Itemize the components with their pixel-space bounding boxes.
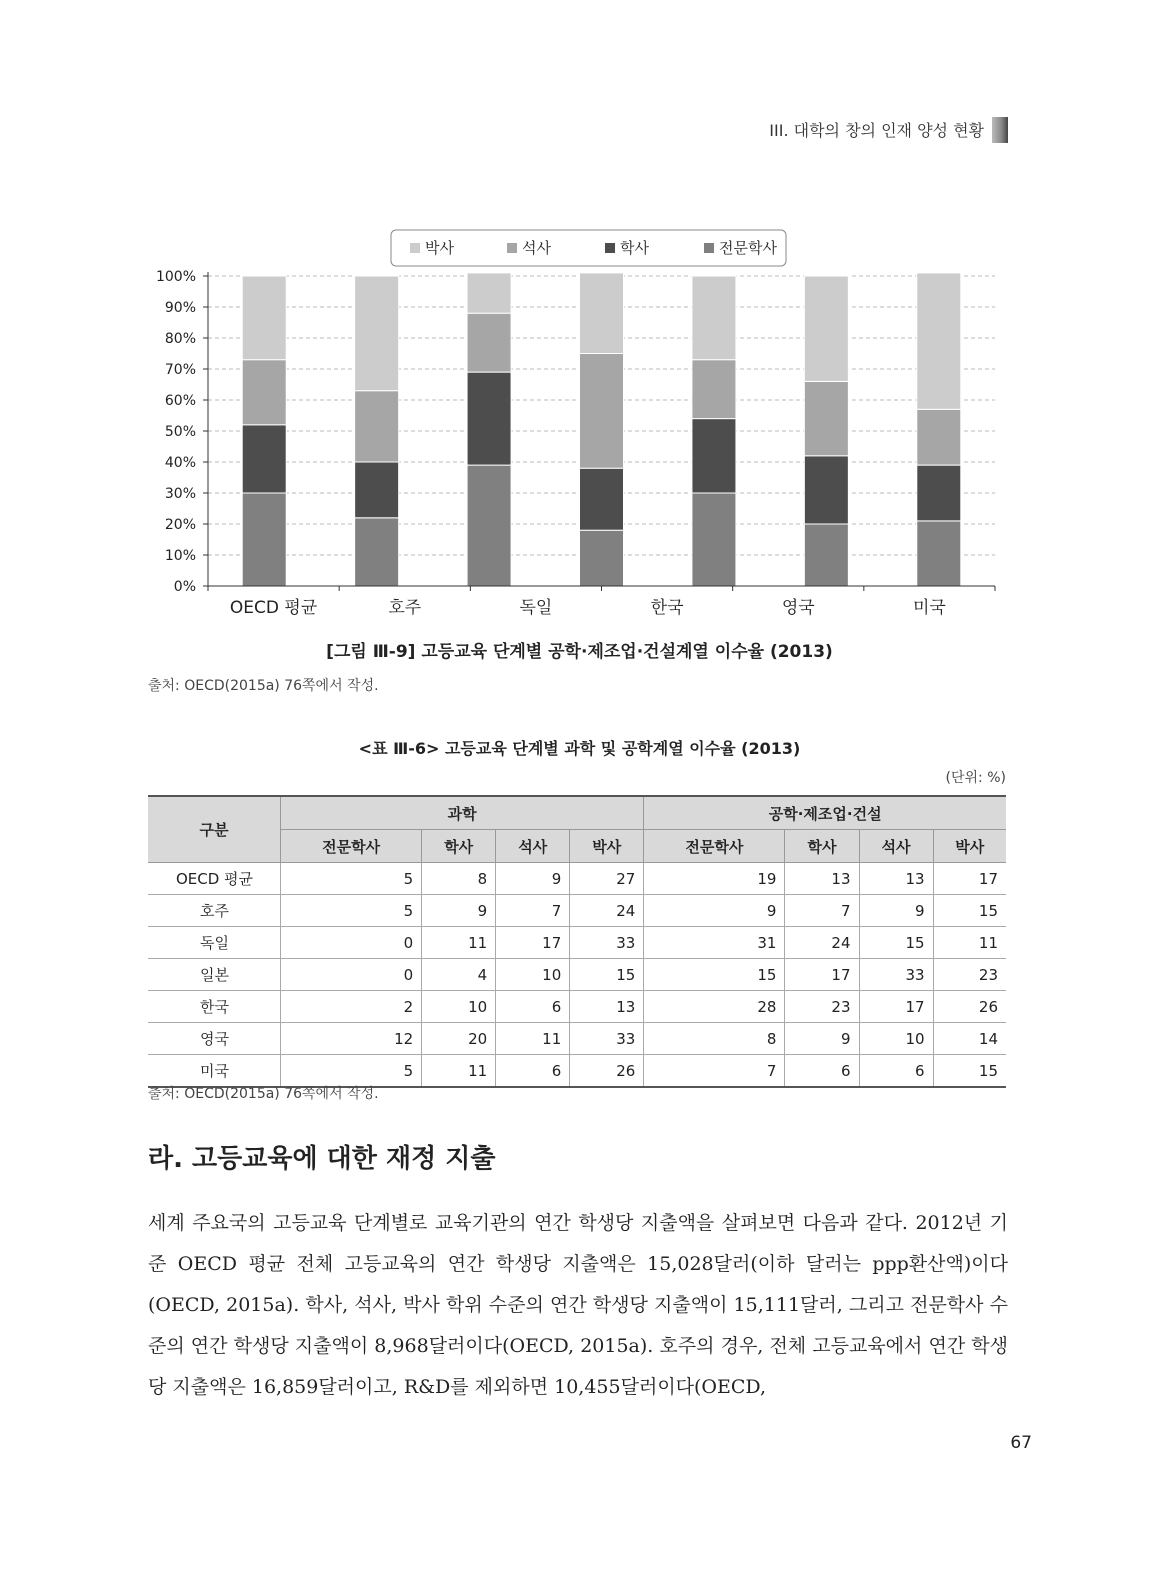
table-cell: 20 (422, 1023, 496, 1055)
table-row (148, 895, 1006, 927)
table-title: <표 Ⅲ-6> 고등교육 단계별 과학 및 공학계열 이수율 (2013) (358, 739, 801, 758)
subheader: 박사 (570, 830, 644, 863)
y-tick-label: 10% (164, 548, 196, 564)
bar-segment (692, 493, 736, 586)
bar-segment (580, 468, 624, 530)
table-cell: 9 (422, 895, 496, 927)
table-cell: 15 (570, 959, 644, 991)
bar-segment (467, 372, 511, 465)
table-cell: 4 (422, 959, 496, 991)
subheader: 전문학사 (281, 830, 422, 863)
table-cell: 27 (570, 863, 644, 895)
running-header: III. 대학의 창의 인재 양성 현황 (769, 121, 984, 140)
bar-segment (242, 276, 286, 360)
bar-segment (242, 493, 286, 586)
table-cell: 33 (570, 1023, 644, 1055)
table-cell: 6 (496, 1055, 570, 1088)
bar-segment (917, 409, 961, 465)
subheader: 석사 (859, 830, 933, 863)
bar-segment (580, 530, 624, 586)
table-cell: 33 (859, 959, 933, 991)
x-tick-label: 미국 (912, 598, 946, 618)
table-cell: 28 (644, 991, 785, 1023)
table-cell: 6 (496, 991, 570, 1023)
subheader: 학사 (422, 830, 496, 863)
x-tick-label: 한국 (650, 598, 684, 618)
bar-segment (804, 381, 848, 455)
table-row (148, 863, 1006, 895)
y-tick-label: 60% (164, 393, 196, 409)
bar-segment (692, 360, 736, 419)
table-cell: 17 (933, 863, 1006, 895)
table-source: 출처: OECD(2015a) 76쪽에서 작성. (148, 1086, 379, 1102)
x-tick-label: 독일 (519, 598, 553, 618)
table-cell: 33 (570, 927, 644, 959)
y-tick-label: 0% (173, 579, 196, 595)
table-cell: 14 (933, 1023, 1006, 1055)
table-cell: 15 (859, 927, 933, 959)
stacked-bar-chart (148, 228, 1008, 624)
subheader: 전문학사 (644, 830, 785, 863)
bar-segment (355, 276, 399, 391)
bar-segment (242, 425, 286, 493)
bar-segment (804, 524, 848, 586)
table-cell: 13 (570, 991, 644, 1023)
y-tick-label: 50% (164, 424, 196, 440)
table-cell: 0 (281, 927, 422, 959)
table-row (148, 991, 1006, 1023)
x-tick-label: OECD 평균 (229, 598, 318, 618)
bar-segment (804, 456, 848, 524)
section-heading: 라. 고등교육에 대한 재정 지출 (148, 1144, 496, 1174)
table-cell: 10 (859, 1023, 933, 1055)
table-cell: 5 (281, 863, 422, 895)
table-cell: 17 (859, 991, 933, 1023)
row-label: OECD 평균 (148, 863, 281, 895)
table-cell: 11 (422, 927, 496, 959)
bar-segment (355, 462, 399, 518)
bar-segment (355, 391, 399, 462)
table-cell: 8 (422, 863, 496, 895)
legend-swatch (507, 243, 517, 253)
y-tick-label: 40% (164, 455, 196, 471)
table-unit: (단위: %) (945, 770, 1006, 786)
subheader: 학사 (785, 830, 859, 863)
table-cell: 23 (785, 991, 859, 1023)
header-decoration (992, 117, 1008, 143)
bar-segment (580, 273, 624, 354)
table-cell: 11 (422, 1055, 496, 1088)
legend-swatch (605, 243, 615, 253)
header-engineering: 공학·제조업·건설 (644, 796, 1006, 830)
bar-segment (355, 518, 399, 586)
bar-segment (804, 276, 848, 381)
header-science: 과학 (281, 796, 644, 830)
table-cell: 13 (785, 863, 859, 895)
bar-segment (917, 273, 961, 409)
y-tick-label: 100% (155, 269, 196, 285)
legend-label: 박사 (425, 239, 454, 257)
figure-caption: [그림 Ⅲ-9] 고등교육 단계별 공학·제조업·건설계열 이수율 (2013) (326, 642, 833, 662)
table-cell: 9 (785, 1023, 859, 1055)
x-tick-label: 영국 (781, 598, 815, 618)
table-cell: 7 (496, 895, 570, 927)
row-label: 영국 (148, 1023, 281, 1055)
chart-legend (391, 230, 786, 266)
bar-segment (242, 360, 286, 425)
table-row (148, 959, 1006, 991)
table-cell: 17 (785, 959, 859, 991)
bar-segment (692, 276, 736, 360)
table-cell: 11 (496, 1023, 570, 1055)
table-cell: 9 (859, 895, 933, 927)
table-cell: 12 (281, 1023, 422, 1055)
table-cell: 24 (785, 927, 859, 959)
table-cell: 10 (422, 991, 496, 1023)
table-cell: 8 (644, 1023, 785, 1055)
table-cell: 24 (570, 895, 644, 927)
table-cell: 15 (644, 959, 785, 991)
chart-bars (242, 273, 961, 586)
table-cell: 10 (496, 959, 570, 991)
table-row (148, 1023, 1006, 1055)
x-axis (208, 586, 995, 618)
table-cell: 9 (644, 895, 785, 927)
subheader: 박사 (933, 830, 1006, 863)
table-cell: 23 (933, 959, 1006, 991)
bar-segment (917, 521, 961, 586)
body-paragraph: 세계 주요국의 고등교육 단계별로 교육기관의 연간 학생당 지출액을 살펴보면 다음과 같다. 2012년 기준 OECD 평균 전체 고등교육의 연간 학생당 지출액은 15,028달러(이하 달러는 ppp환산액)이다(OECD, 2015a). 학사, 석사, 박사 학위 수준의 연간 학생당 지출액이 15,111달러, 그리고 전문학사 수준의 연간 학생당 지출액이 8,968달러이다(OECD, 2015a). 호주의 경우, 전체 고등교육에서 연간 학생당 지출액은 16,859달러이고, R&D를 제외하면 10,455달러이다(OECD, (148, 1212, 1008, 1398)
table-cell: 6 (785, 1055, 859, 1088)
row-label: 독일 (148, 927, 281, 959)
row-label: 일본 (148, 959, 281, 991)
table-cell: 7 (785, 895, 859, 927)
table-cell: 15 (933, 1055, 1006, 1088)
table-cell: 13 (859, 863, 933, 895)
bar-segment (467, 273, 511, 313)
y-tick-label: 70% (164, 362, 196, 378)
y-tick-label: 20% (164, 517, 196, 533)
table-cell: 11 (933, 927, 1006, 959)
table-cell: 2 (281, 991, 422, 1023)
table-cell: 17 (496, 927, 570, 959)
table-cell: 26 (933, 991, 1006, 1023)
row-label: 한국 (148, 991, 281, 1023)
bar-segment (917, 465, 961, 521)
subheader: 석사 (496, 830, 570, 863)
table-cell: 0 (281, 959, 422, 991)
table-cell: 19 (644, 863, 785, 895)
table-cell: 9 (496, 863, 570, 895)
table-cell: 7 (644, 1055, 785, 1088)
table-row (148, 927, 1006, 959)
y-tick-label: 80% (164, 331, 196, 347)
legend-label: 전문학사 (719, 239, 777, 257)
table-cell: 31 (644, 927, 785, 959)
figure-source: 출처: OECD(2015a) 76쪽에서 작성. (148, 678, 379, 694)
header-category: 구분 (148, 796, 281, 863)
table-cell: 26 (570, 1055, 644, 1088)
page-number: 67 (1010, 1433, 1032, 1453)
legend-label: 석사 (522, 239, 551, 257)
legend-label: 학사 (620, 239, 649, 257)
table-cell: 6 (859, 1055, 933, 1088)
y-axis (156, 269, 208, 595)
legend-swatch (704, 243, 714, 253)
data-table (148, 795, 1006, 1088)
table-cell: 5 (281, 1055, 422, 1088)
bar-segment (467, 465, 511, 586)
bar-segment (467, 313, 511, 372)
y-tick-label: 90% (164, 300, 196, 316)
legend-swatch (410, 243, 420, 253)
row-label: 미국 (148, 1055, 281, 1088)
bar-segment (692, 419, 736, 493)
x-tick-label: 호주 (388, 598, 422, 618)
bar-segment (580, 354, 624, 469)
y-tick-label: 30% (164, 486, 196, 502)
row-label: 호주 (148, 895, 281, 927)
table-cell: 5 (281, 895, 422, 927)
table-cell: 15 (933, 895, 1006, 927)
